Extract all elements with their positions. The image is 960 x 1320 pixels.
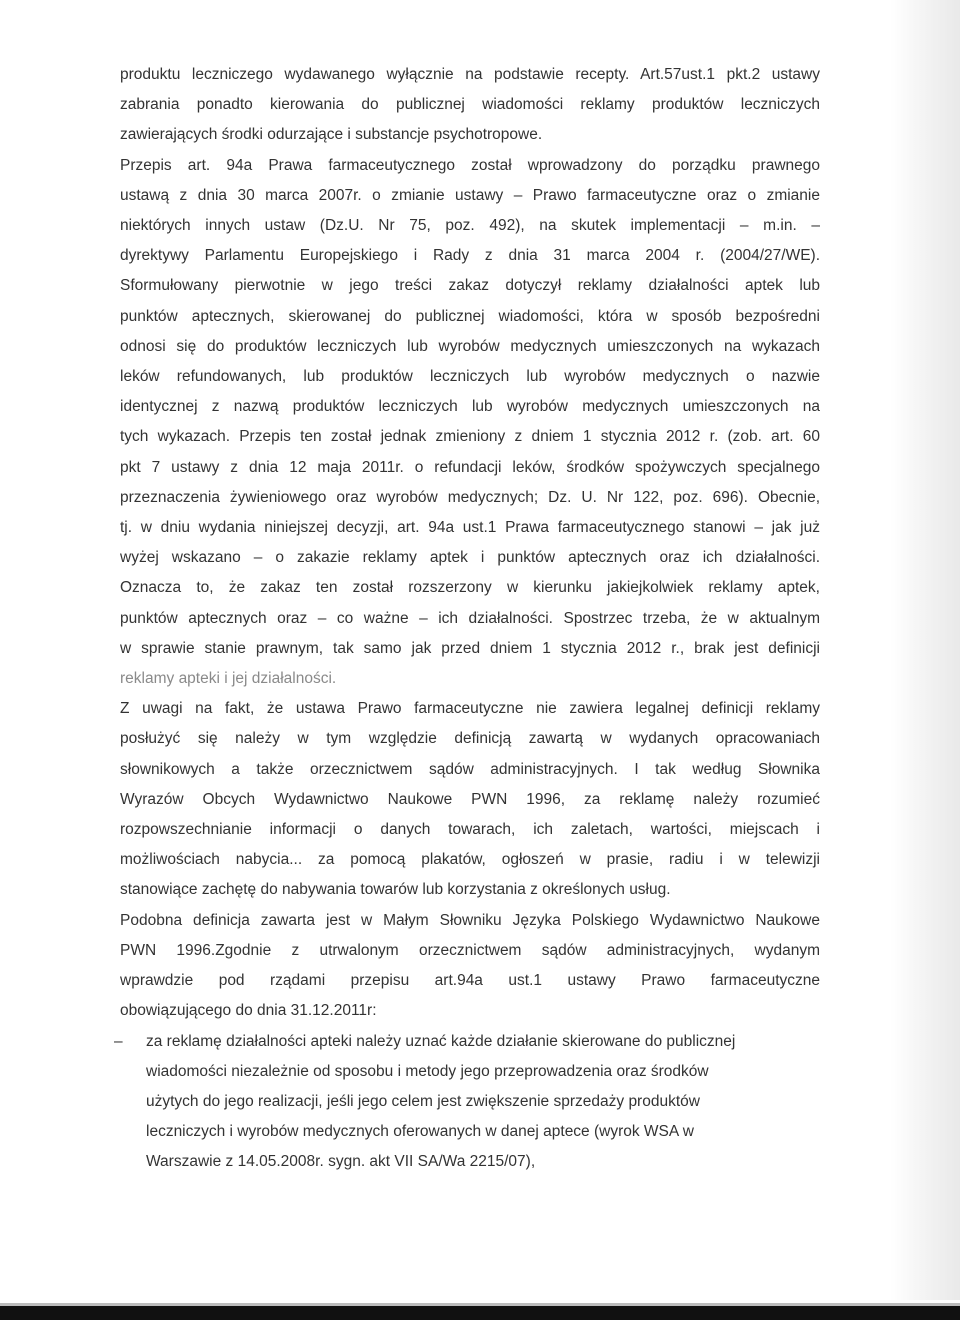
text-line: przeznaczenia żywieniowego oraz wyrobów medycznych; Dz. U. Nr 122, poz. 696). Obecnie, <box>120 488 820 506</box>
text-line: obowiązującego do dnia 31.12.2011r: <box>120 1002 377 1020</box>
text-line: słownikowych a także orzecznictwem sądów administracyjnych. I tak według Słownika <box>120 760 820 778</box>
text-line: punktów aptecznych, skierowanej do publicznej wiadomości, która w sposób bezpośredni <box>120 307 820 325</box>
text-line: dyrektywy Parlamentu Europejskiego i Rady z dnia 31 marca 2004 r. (2004/27/WE). <box>120 247 820 265</box>
text-line: w sprawie stanie prawnym, tak samo jak przed dniem 1 stycznia 2012 r., brak jest definicji <box>120 639 820 657</box>
text-line: za reklamę działalności apteki należy uznać każde działanie skierowane do publicznej <box>146 1032 736 1050</box>
text-line: wiadomości niezależnie od sposobu i metody jego przeprowadzenia oraz środków <box>146 1062 709 1080</box>
text-line: Oznacza to, że zakaz ten został rozszerzony w kierunku jakiejkolwiek reklamy aptek, <box>120 579 820 597</box>
paragraph-3 <box>120 694 820 905</box>
text-line: tych wykazach. Przepis ten został jednak zmieniony z dniem 1 stycznia 2012 r. (zob. art. 60 <box>120 428 820 446</box>
text-line: wprawdzie pod rządami przepisu art.94a ust.1 ustawy Prawo farmaceutyczne <box>120 972 820 990</box>
text-line: Wyrazów Obcych Wydawnictwo Naukowe PWN 1996, za reklamę należy rozumieć <box>120 790 820 808</box>
text-line: leków refundowanych, lub produktów leczniczych lub wyrobów medycznych o nazwie <box>120 368 820 386</box>
text-line: pkt 7 ustawy z dnia 12 maja 2011r. o refundacji leków, środków spożywczych specjalnego <box>120 458 820 476</box>
text-line: użytych do jego realizacji, jeśli jego celem jest zwiększenie sprzedaży produktów <box>146 1092 700 1110</box>
text-line: rozpowszechnianie informacji o danych towarach, ich zaletach, wartości, miejscach i <box>120 821 820 839</box>
text-line: niektórych innych ustaw (Dz.U. Nr 75, poz. 492), na skutek implementacji – m.in. – <box>120 217 820 235</box>
document-body <box>114 60 820 1178</box>
text-line-faint: reklamy apteki i jej działalności. <box>120 670 337 688</box>
list-dash: – <box>114 1032 123 1050</box>
text-line: zabrania ponadto kierowania do publicznej wiadomości reklamy produktów leczniczych <box>120 96 820 114</box>
text-line: Z uwagi na fakt, że ustawa Prawo farmaceutyczne nie zawiera legalnej definicji reklamy <box>120 700 820 718</box>
text-line: wyżej wskazano – o zakazie reklamy aptek i punktów aptecznych oraz ich działalności. <box>120 549 820 567</box>
text-line: Przepis art. 94a Prawa farmaceutycznego został wprowadzony do porządku prawnego <box>120 156 820 174</box>
text-line: PWN 1996.Zgodnie z utrwalonym orzecznictwem sądów administracyjnych, wydanym <box>120 941 820 959</box>
text-line: Podobna definicja zawarta jest w Małym Słowniku Języka Polskiego Wydawnictwo Naukowe <box>120 911 820 929</box>
text-line: punktów aptecznych oraz – co ważne – ich działalności. Spostrzec trzeba, że w aktualnym <box>120 609 820 627</box>
paragraph-4 <box>120 906 820 1027</box>
text-line: ustawą z dnia 30 marca 2007r. o zmianie ustawy – Prawo farmaceutyczne oraz o zmianie <box>120 186 820 204</box>
text-line: leczniczych i wyrobów medycznych oferowanych w danej aptece (wyrok WSA w <box>146 1123 694 1141</box>
paragraph-1 <box>120 60 820 151</box>
scan-bottom-edge <box>0 1306 960 1320</box>
text-line: Sformułowany pierwotnie w jego treści zakaz dotyczył reklamy działalności aptek lub <box>120 277 820 295</box>
text-line: możliwościach nabycia... za pomocą plakatów, ogłoszeń w prasie, radiu i w telewizji <box>120 851 820 869</box>
text-line: stanowiące zachętę do nabywania towarów lub korzystania z określonych usług. <box>120 881 671 899</box>
text-line: posłużyć się należy w tym względzie definicją zawartą w wydanych opracowaniach <box>120 730 820 748</box>
list-item <box>114 1027 820 1178</box>
text-line: Warszawie z 14.05.2008r. sygn. akt VII SA/Wa 2215/07), <box>146 1153 536 1171</box>
text-line: identycznej z nazwą produktów leczniczych lub wyrobów medycznych umieszczonych na <box>120 398 820 416</box>
text-line: zawierających środki odurzające i substancje psychotropowe. <box>120 126 543 144</box>
text-line: tj. w dniu wydania niniejszej decyzji, art. 94a ust.1 Prawa farmaceutycznego stanowi – jak już <box>120 519 820 537</box>
scan-edge-shadow <box>890 0 960 1300</box>
text-line: odnosi się do produktów leczniczych lub wyrobów medycznych umieszczonych na wykazach <box>120 337 820 355</box>
paragraph-2 <box>120 151 820 695</box>
text-line: produktu leczniczego wydawanego wyłącznie na podstawie recepty. Art.57ust.1 pkt.2 ustawy <box>120 66 820 83</box>
